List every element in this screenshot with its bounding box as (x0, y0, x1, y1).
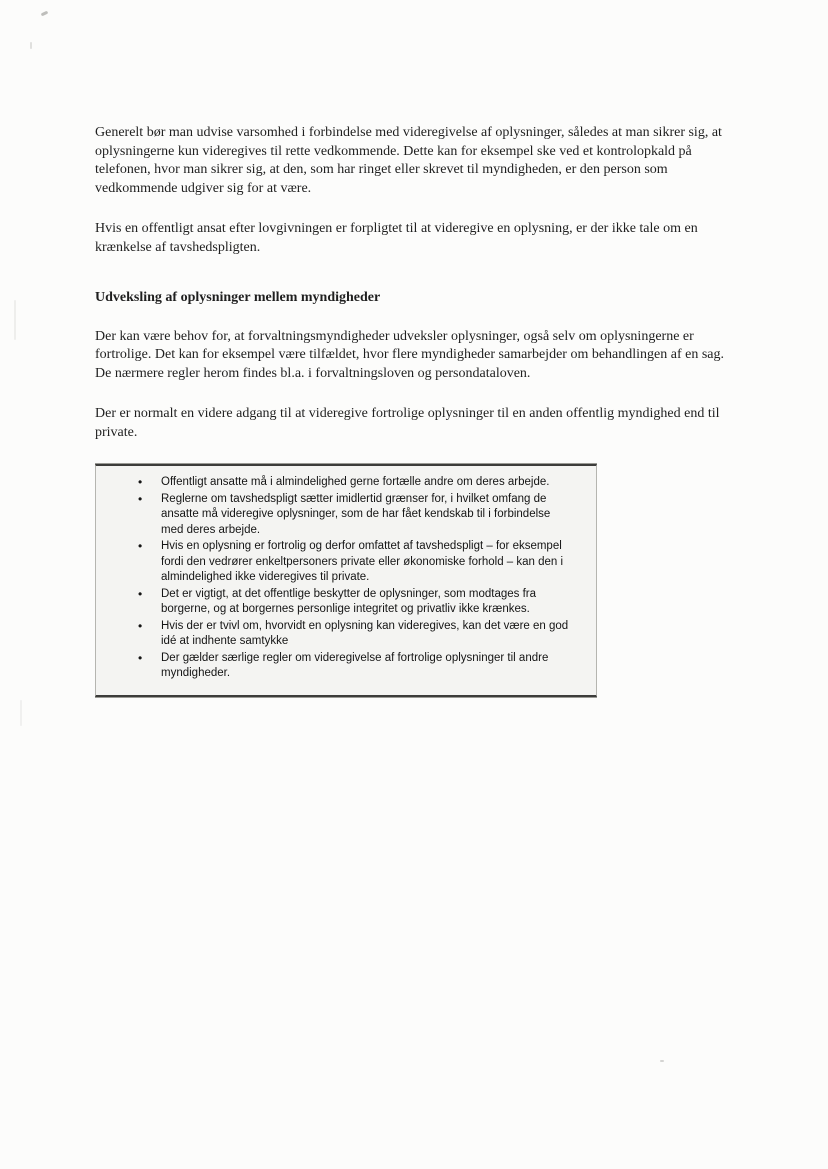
paragraph-authority-exchange: Der kan være behov for, at forvaltningsmyndigheder udveksler oplysninger, også selv om oplysningerne er fortrolige. Det kan for eksempel være tilfældet, hvor flere myndigheder samarbejder om behandlingen af en sag. De nærmere regler herom findes bl.a. i forvaltningsloven og persondataloven. (95, 328, 725, 381)
document-body (95, 124, 727, 697)
bullet-item: • Hvis der er tvivl om, hvorvidt en oplysning kan videregives, kan det være en god idé at indhente samtykke (116, 619, 574, 650)
scan-artifact (30, 42, 32, 49)
scan-artifact (660, 1060, 664, 1062)
bullet-item: • Der gælder særlige regler om videregivelse af fortrolige oplysninger til andre myndigheder. (116, 651, 574, 682)
summary-box (95, 464, 597, 697)
paragraph-public-vs-private: Der er normalt en videre adgang til at videregive fortrolige oplysninger til en anden offentlig myndighed end til private. (95, 406, 720, 440)
bullet-item: • Det er vigtigt, at det offentlige beskytter de oplysninger, som modtages fra borgerne, og at borgernes personlige integritet og privatliv ikke krænkes. (116, 587, 574, 618)
paragraph-legal-obligation: Hvis en offentligt ansat efter lovgivningen er forpligtet til at videregive en oplysning, er der ikke tale om en krænkelse af tavshedspligten. (95, 221, 698, 255)
bullet-item: • Offentligt ansatte må i almindelighed gerne fortælle andre om deres arbejde. (116, 475, 574, 491)
bullet-item: • Reglerne om tavshedspligt sætter imidlertid grænser for, i hvilket omfang de ansatte må videregive oplysninger, som de har fået kendskab til i forbindelse med deres arbejde. (116, 492, 574, 539)
scan-artifact (41, 11, 49, 17)
bullet-list (116, 475, 574, 682)
bullet-item: • Hvis en oplysning er fortrolig og derfor omfattet af tavshedspligt – for eksempel fordi den vedrører enkeltpersoners private eller økonomiske forhold – kan den i almindelighed ikke videregives til private. (116, 539, 574, 586)
scan-artifact (20, 700, 22, 726)
section-heading: Udveksling af oplysninger mellem myndigheder (95, 290, 381, 305)
scan-artifact (14, 300, 16, 340)
paragraph-caution: Generelt bør man udvise varsomhed i forbindelse med videregivelse af oplysninger, således at man sikrer sig, at oplysningerne kun videregives til rette vedkommende. Dette kan for eksempel ske ved et kontrolopkald på telefonen, hvor man sikrer sig, at den, som har ringet eller skrevet til myndigheden, er den person som vedkommende udgiver sig for at være. (95, 125, 722, 196)
